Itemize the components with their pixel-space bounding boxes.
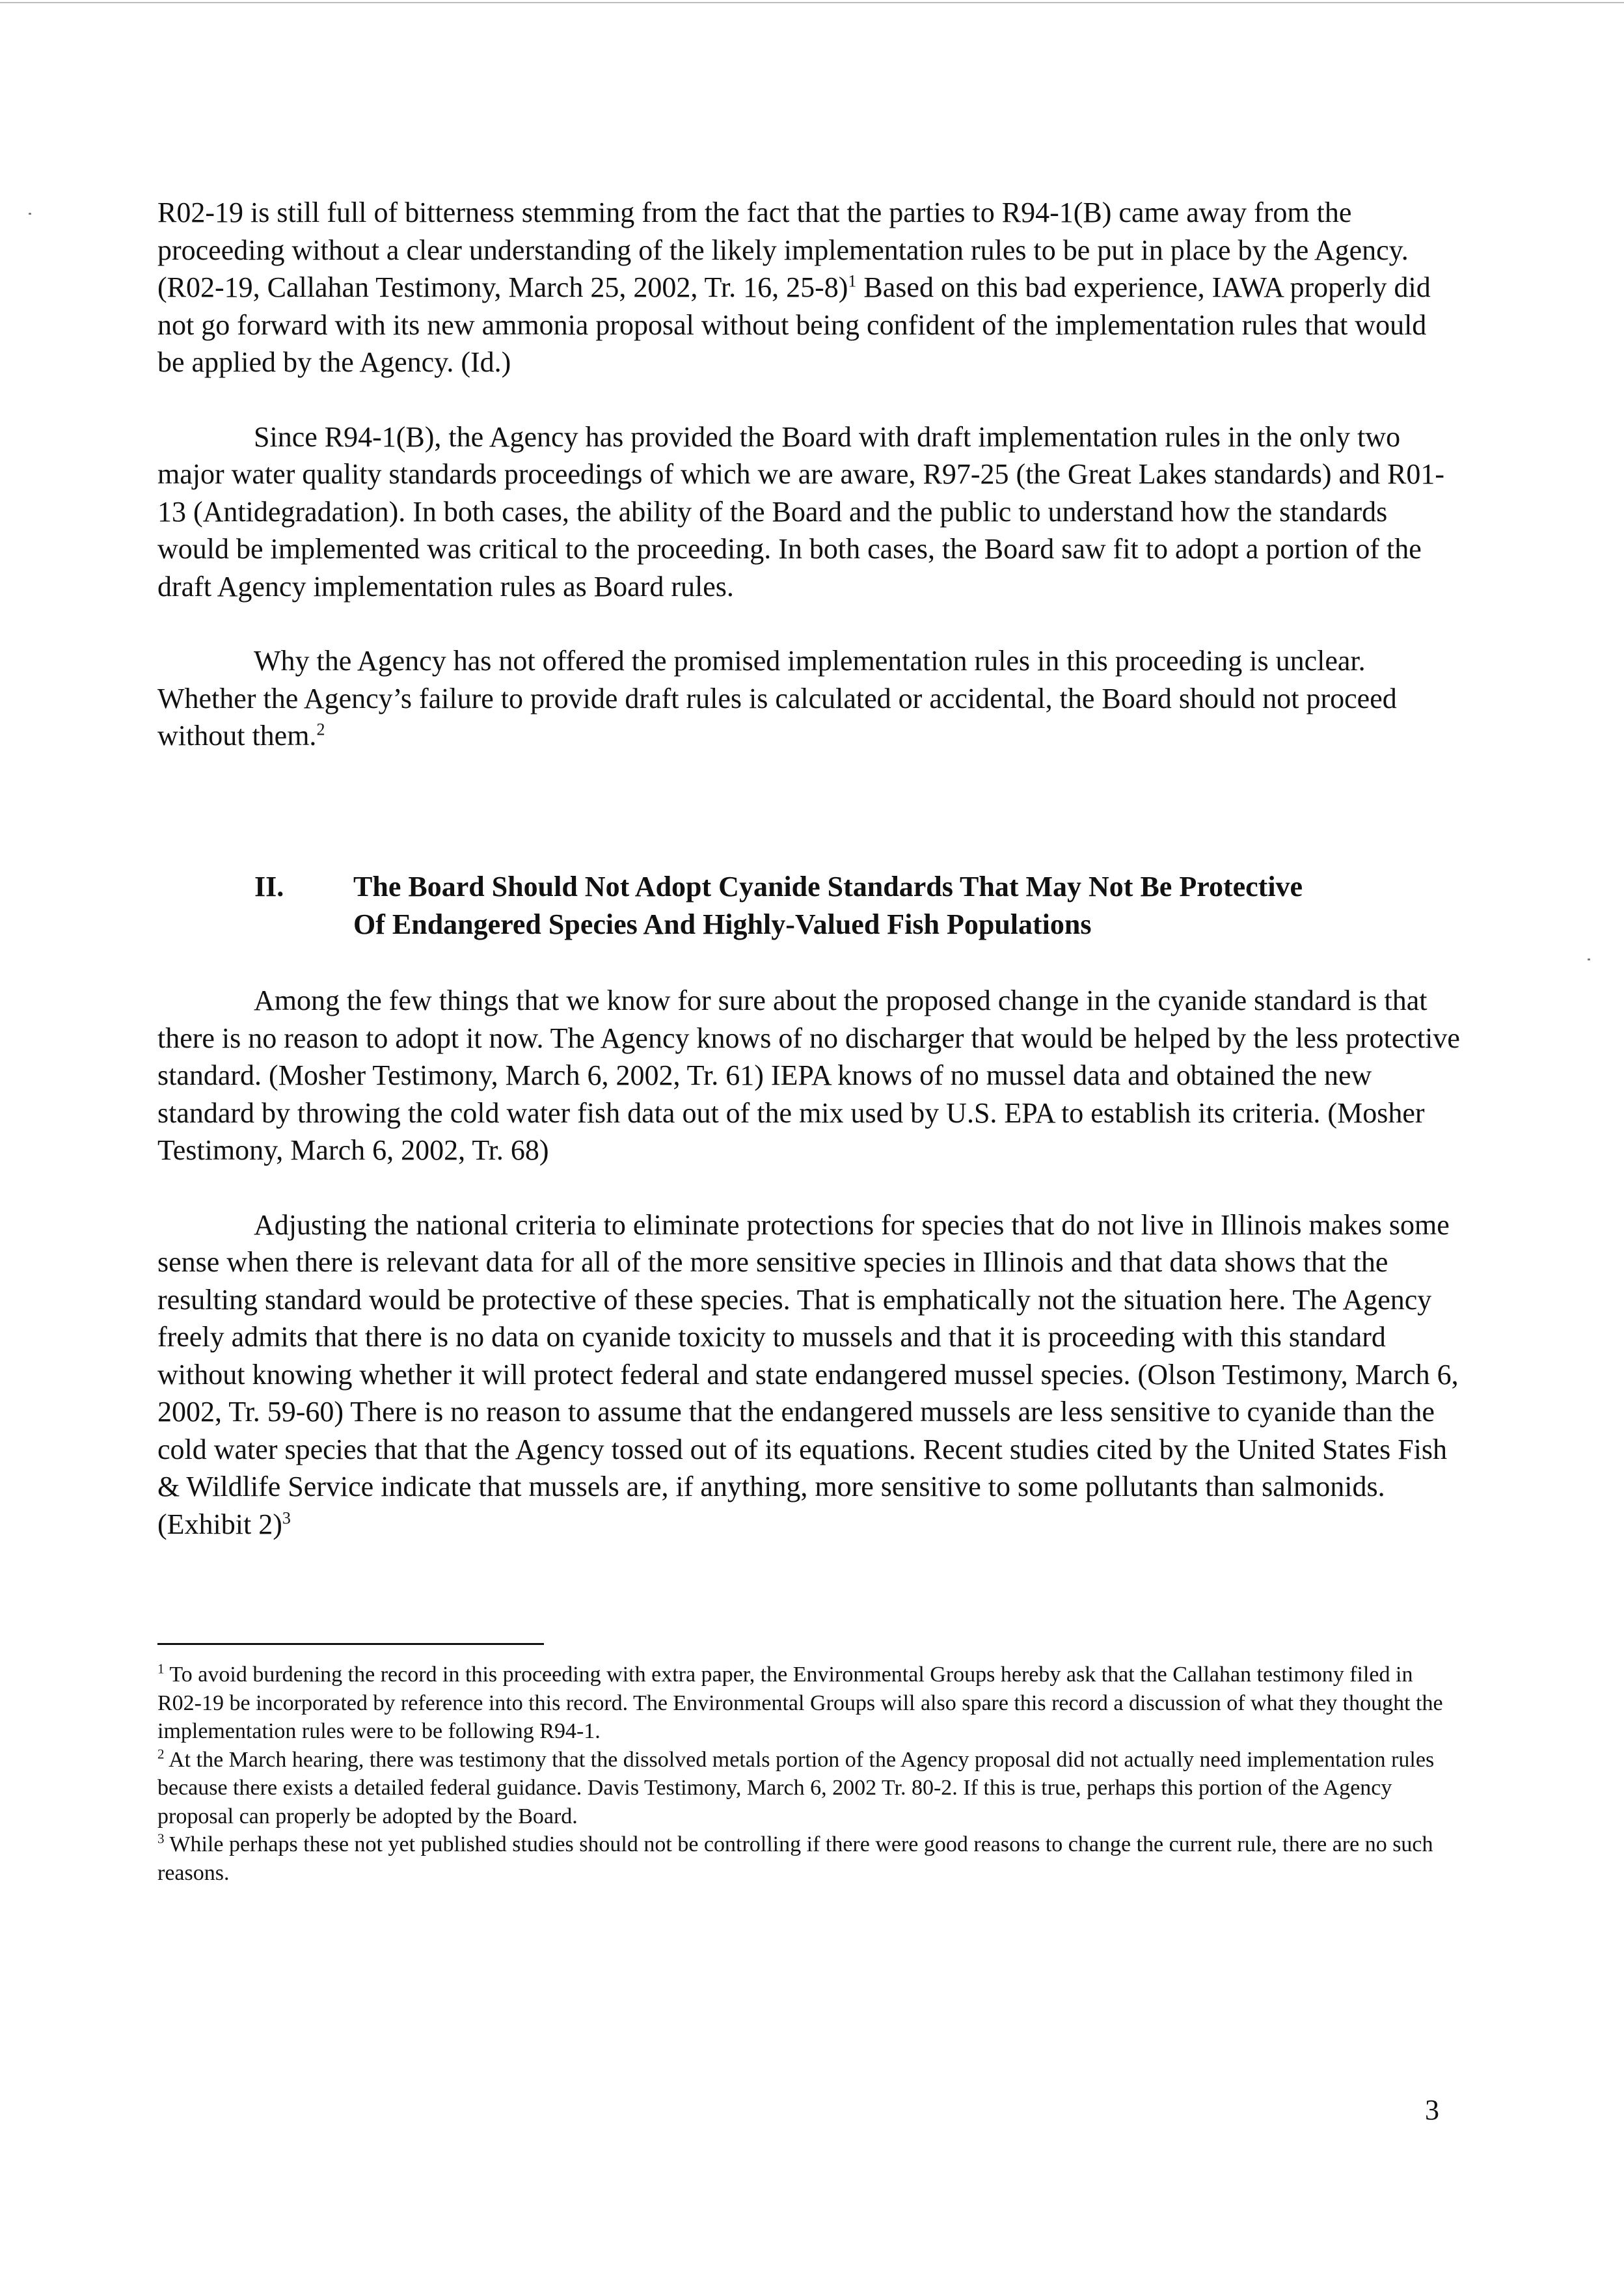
paragraph-r02-19: R02-19 is still full of bitterness stemming from the fact that the parties to R94-1(B) came away from the proceeding without a clear understanding of the likely implementation rules to be put in place by the Agency. (R02-19, Callahan Testimony, March 25, 2002, Tr. 16, 25-8)$^1$ Based on this bad experience, IAWA properly did not go forward with its new ammonia proposal without being confident of the implementation rules that would be applied by the Agency. (Id.): [157, 197, 1431, 378]
paragraph-why-agency: Why the Agency has not offered the promised implementation rules in this proceeding is unclear. Whether the Agency’s failure to provide draft rules is calculated or accidental, the Board should not proceed without them.$^2$: [157, 645, 1397, 752]
section-number: II.: [254, 871, 284, 903]
footnote-separator: [157, 1643, 544, 1645]
scan-speck: [1588, 958, 1590, 960]
page-number: 3: [1425, 2094, 1439, 2126]
scan-top-edge-line: [0, 2, 1624, 3]
paragraph-adjusting-criteria: Adjusting the national criteria to eliminate protections for species that do not live in Illinois makes some sense when there is relevant data for all of the more sensitive species in Illinois and that data shows that the resulting standard would be protective of these species. That is emphatically not the situation here. The Agency freely admits that there is no data on cyanide toxicity to mussels and that it is proceeding with this standard without knowing whether it will protect federal and state endangered mussel species. (Olson Testimony, March 6, 2002, Tr. 59-60) There is no reason to assume that the endangered mussels are less sensitive to cyanide than the cold water species that that the Agency tossed out of its equations. Recent studies cited by the United States Fish & Wildlife Service indicate that mussels are, if anything, more sensitive to some pollutants than salmonids. (Exhibit 2)$^3$: [157, 1208, 1459, 1540]
paragraph-since-r94: Since R94-1(B), the Agency has provided the Board with draft implementation rules in the only two major water quality standards proceedings of which we are aware, R97-25 (the Great Lakes standards) and R01-13 (Antidegradation). In both cases, the ability of the Board and the public to understand how the standards would be implemented was critical to the proceeding. In both cases, the Board saw fit to adopt a portion of the draft Agency implementation rules as Board rules.: [157, 420, 1445, 603]
footnote-2: $^2$ At the March hearing, there was testimony that the dissolved metals portion of the Agency proposal did not actually need implementation rules because there exists a detailed federal guidance. Davis Testimony, March 6, 2002 Tr. 80-2. If this is true, perhaps this portion of the Agency proposal can properly be adopted by the Board.: [157, 1746, 1435, 1828]
paragraph-among-few: Among the few things that we know for sure about the proposed change in the cyanide standard is that there is no reason to adopt it now. The Agency knows of no discharger that would be helped by the less protective standard. (Mosher Testimony, March 6, 2002, Tr. 61) IEPA knows of no mussel data and obtained the new standard by throwing the cold water fish data out of the mix used by U.S. EPA to establish its criteria. (Mosher Testimony, March 6, 2002, Tr. 68): [157, 985, 1460, 1166]
footnotes: [157, 1661, 1459, 1887]
scan-speck: [29, 213, 31, 215]
body-text-lower: [157, 982, 1460, 1543]
footnote-ref-1: 1: [848, 271, 857, 291]
footnote-3: $^3$ While perhaps these not yet published studies should not be controlling if there were good reasons to change the current rule, there are no such reasons.: [157, 1830, 1433, 1885]
footnote-1: $^1$ To avoid burdening the record in this proceeding with extra paper, the Environmental Groups hereby ask that the Callahan testimony filed in R02-19 be incorporated by reference into this record. The Environmental Groups will also spare this record a discussion of what they thought the implementation rules were to be following R94-1.: [157, 1661, 1443, 1743]
body-text-upper: [157, 194, 1460, 755]
section-title: The Board Should Not Adopt Cyanide Standards That May Not Be Protective Of Endangered Species And Highly-Valued Fish Populations: [353, 871, 1303, 940]
footnote-ref-3: 3: [282, 1508, 291, 1527]
footnote-ref-2: 2: [316, 720, 325, 739]
